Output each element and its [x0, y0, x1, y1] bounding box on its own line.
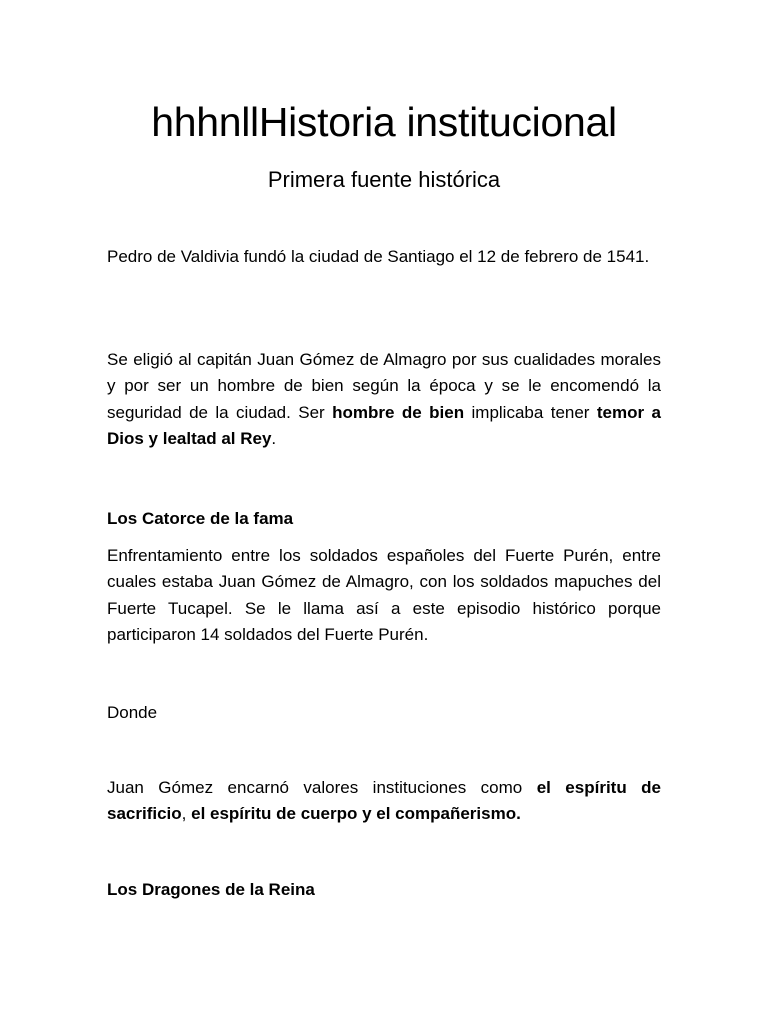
bold-phrase: temor a Dios y lealtad al Rey	[107, 402, 661, 449]
paragraph-text: implicaba tener	[464, 402, 597, 422]
paragraph-text: ,	[181, 804, 192, 824]
document-title: hhhnllHistoria institucional	[151, 99, 617, 145]
bold-phrase: hombre de bien	[332, 402, 465, 422]
section-heading-catorce: Los Catorce de la fama	[107, 509, 294, 528]
paragraph-almagro	[107, 347, 661, 453]
bold-phrase: el espíritu de sacrificio	[107, 778, 661, 824]
bold-phrase: el espíritu de cuerpo y el compañerismo.	[191, 804, 521, 824]
paragraph-catorce: Enfrentamiento entre los soldados españoles del Fuerte Purén, entre cuales estaba Juan Gómez de Almagro, con los soldados mapuches del Fuerte Tucapel. Se le llama así a este episodio histórico porque participaron 14 soldados del Fuerte Purén.	[107, 546, 661, 645]
paragraph-text: Se eligió al capitán Juan Gómez de Almagro por sus cualidades morales y por ser un hombre de bien según la época y se le encomendó la seguridad de la ciudad. Ser	[107, 350, 661, 422]
paragraph-valores	[107, 775, 661, 828]
paragraph-donde: Donde	[107, 703, 158, 722]
paragraph-founding: Pedro de Valdivia fundó la ciudad de Santiago el 12 de febrero de 1541.	[107, 247, 650, 266]
paragraph-text: .	[271, 429, 277, 449]
section-heading-dragones: Los Dragones de la Reina	[107, 880, 315, 899]
document-subtitle: Primera fuente histórica	[267, 167, 501, 192]
paragraph-text: Juan Gómez encarnó valores instituciones como	[107, 778, 537, 797]
